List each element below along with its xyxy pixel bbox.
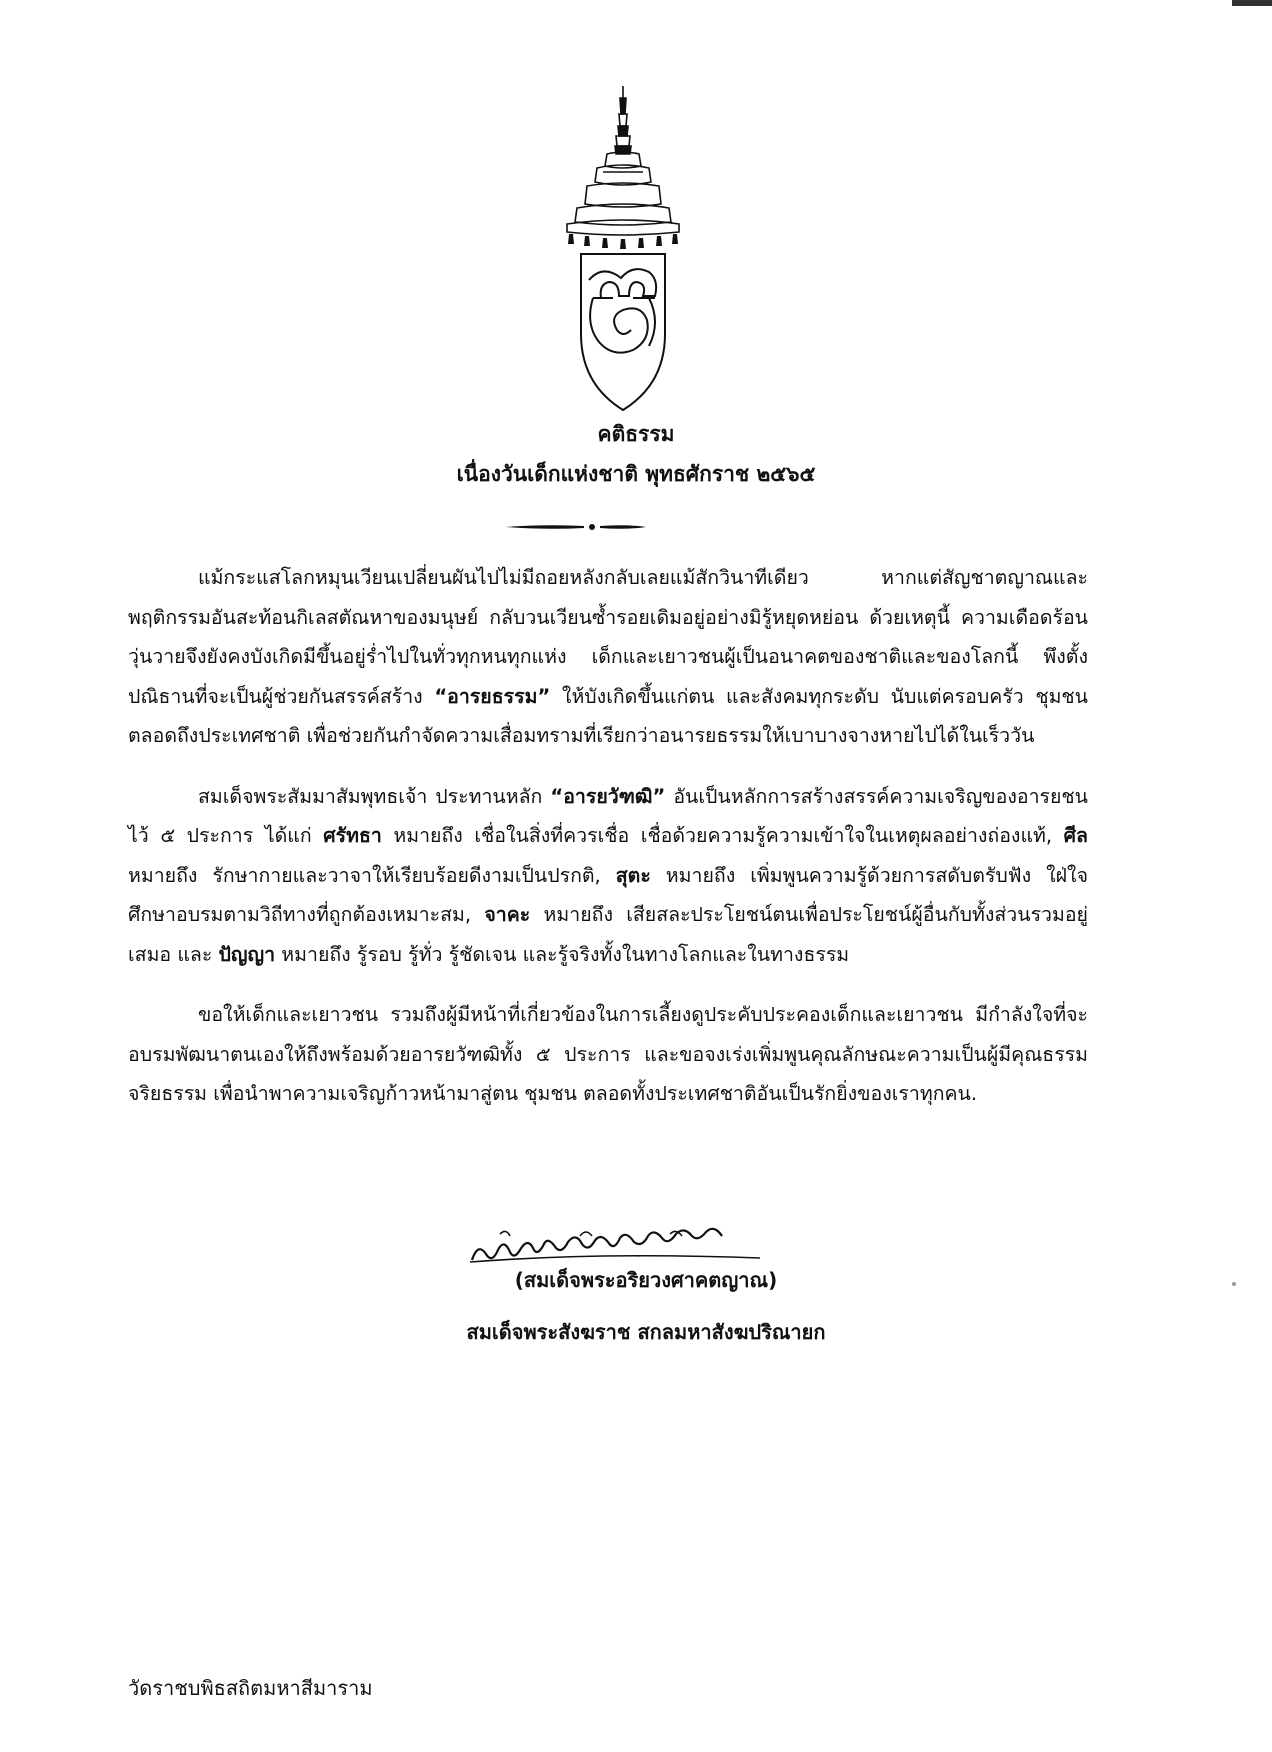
text-run: สมเด็จพระสัมมาสัมพุทธเจ้า ประทานหลัก [198,784,551,808]
paragraph-1 [128,558,1088,756]
text-run: ขอให้เด็กและเยาวชน รวมถึงผู้มีหน้าที่เกี่ยวข้องในการเลี้ยงดูประคับประคองเด็กและเยาวชน มีกำลังใจที่จะอบรมพัฒนาตนเองให้ถึงพร้อมด้วยอารยวัฑฒิทั้ง ๕ ประการ และขอจงเร่งเพิ่มพูนคุณลักษณะความเป็นผู้มีคุณธรรมจริยธรรม เพื่อนำพาความเจริญก้าวหน้ามาสู่ตน ชุมชน ตลอดทั้งประเทศชาติอันเป็นรักยิ่งของเราทุกคน. [128,1003,1088,1105]
emphasis-term: สุตะ [615,863,651,887]
emphasis-term: จาคะ [484,903,531,926]
signatory-name: (สมเด็จพระอริยวงศาคตญาณ) [514,1268,778,1292]
scan-speck [1232,1282,1236,1286]
emphasis-term: “อารยธรรม” [434,684,551,708]
royal-emblem-icon [563,84,683,414]
signatory-position: สมเด็จพระสังฆราช สกลมหาสังฆปริณายก [466,1320,826,1344]
scan-corner-mark [1232,0,1272,6]
emphasis-term: “อารยวัฑฒิ” [550,784,666,808]
emphasis-term: ศรัทธา [323,824,382,847]
paragraph-2 [128,777,1088,975]
text-run: หมายถึง เพิ่มพูนความรู้ด้วยการสดับตรับฟัง ใฝ่ใจศึกษาอบรมตามวิถีทางที่ถูกต้องเหมาะสม, [128,863,1088,926]
emphasis-term: ศีล [1063,824,1088,847]
text-run: หมายถึง รู้รอบ รู้ทั่ว รู้ชัดเจน และรู้จริงทั้งในทางโลกและในทางธรรม [275,942,850,966]
text-run: หมายถึง เชื่อในสิ่งที่ควรเชื่อ เชื่อด้วยความรู้ความเข้าใจในเหตุผลอย่างถ่องแท้, [381,824,1064,847]
text-run: อันเป็นหลักการสร้างสรรค์ความเจริญของอารยชนไว้ ๕ ประการ ได้แก่ [128,784,1088,847]
text-run: ให้บังเกิดขึ้นแก่ตน และสังคมทุกระดับ นับแต่ครอบครัว ชุมชน ตลอดถึงประเทศชาติ เพื่อช่วยกันกำจัดความเสื่อมทรามที่เรียกว่าอนารยธรรมให้เบาบางจางหายไปได้ในเร็ววัน [128,684,1088,747]
footer-location: วัดราชบพิธสถิตมหาสีมาราม [128,1676,373,1700]
body-text [128,558,1088,1135]
text-run: แม้กระแสโลกหมุนเวียนเปลี่ยนผันไปไม่มีถอยหลังกลับเลยแม้สักวินาทีเดียว หากแต่สัญชาตญาณและพฤติกรรมอันสะท้อนกิเลสตัณหาของมนุษย์ กลับวนเวียนซ้ำรอยเดิมอยู่อย่างมิรู้หยุดหย่อน ด้วยเหตุนี้ ความเดือดร้อนวุ่นวายจึงยังคงบังเกิดมีขึ้นอยู่ร่ำไปในทั่วทุกหนทุกแห่ง เด็กและเยาวชนผู้เป็นอนาคตของชาติและของโลกนี้ พึงตั้งปณิธานที่จะเป็นผู้ช่วยกันสรรค์สร้าง [128,566,1088,708]
document-title: คติธรรม [597,422,675,446]
ornamental-divider [506,522,646,532]
text-run: หมายถึง เสียสละประโยชน์ตนเพื่อประโยชน์ผู้อื่นกับทั้งส่วนรวมอยู่เสมอ และ [128,903,1088,966]
text-run: หมายถึง รักษากายและวาจาให้เรียบร้อยดีงามเป็นปรกติ, [128,863,616,887]
emphasis-term: ปัญญา [218,942,276,966]
document-subtitle: เนื่องวันเด็กแห่งชาติ พุทธศักราช ๒๕๖๕ [456,462,816,486]
paragraph-3 [128,995,1088,1114]
